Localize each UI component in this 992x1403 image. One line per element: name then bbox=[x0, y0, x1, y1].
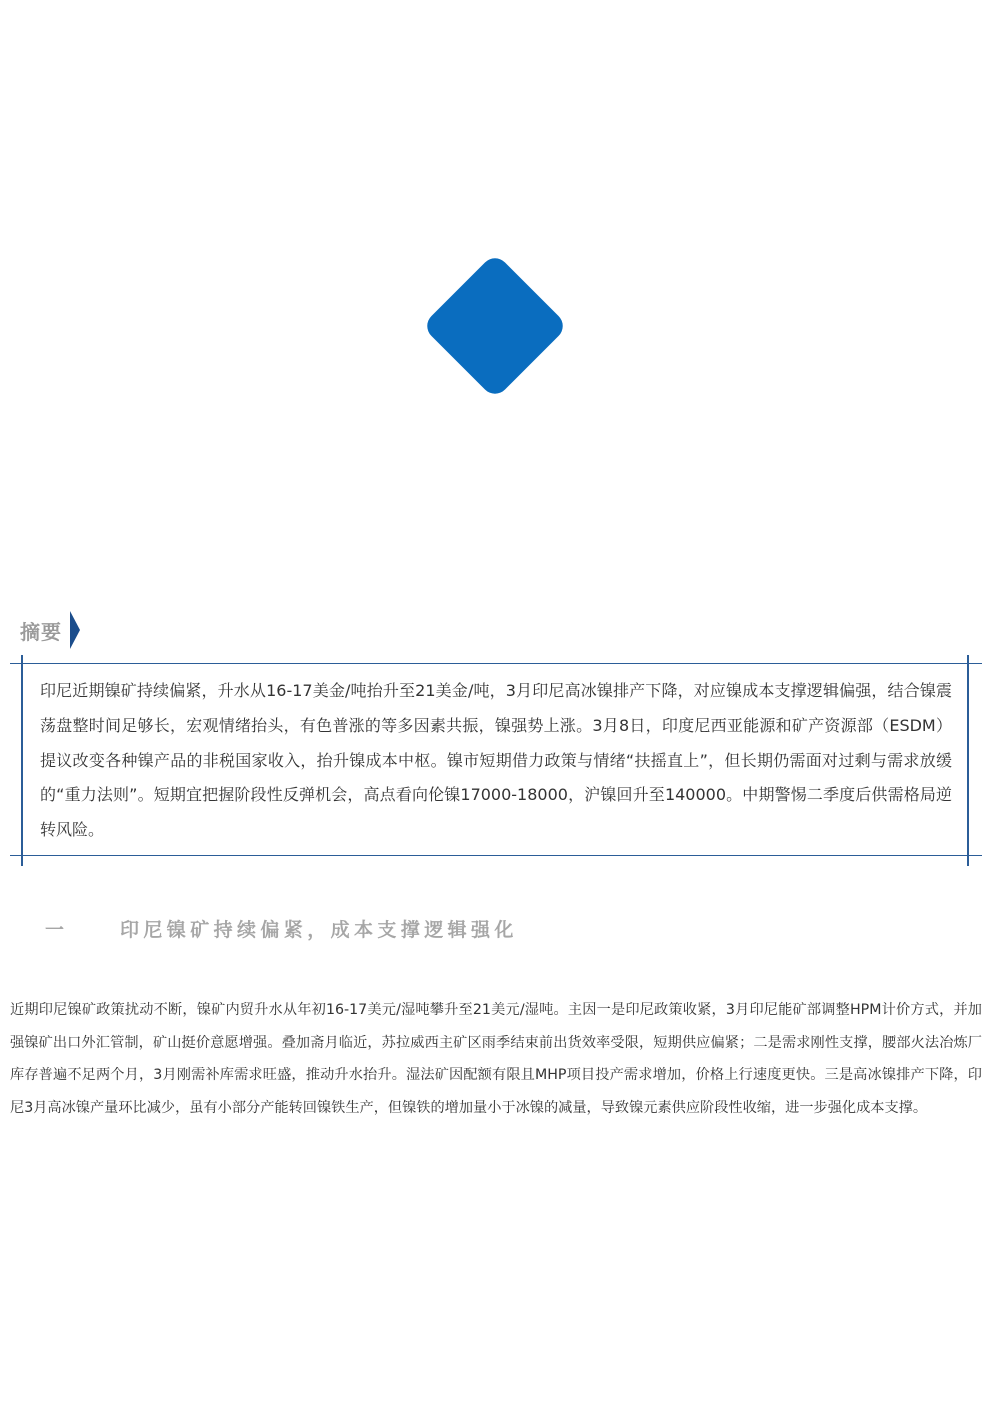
summary-text: 印尼近期镍矿持续偏紧，升水从16-17美金/吨抬升至21美金/吨，3月印尼高冰镍排产下降，对应镍成本支撑逻辑偏强，结合镍震荡盘整时间足够长，宏观情绪抬头，有色普涨的等多因素共振，镍强势上涨。3月8日，印度尼西亚能源和矿产资源部（ESDM）提议改变各种镍产品的非税国家收入，抬升镍成本中枢。镍市短期借力政策与情绪“扶摇直上”，但长期仍需面对过剩与需求放缓的“重力法则”。短期宜把握阶段性反弹机会，高点看向伦镍17000-18000，沪镍回升至140000。中期警惕二季度后供需格局逆转风险。 bbox=[40, 681, 952, 840]
section-number: 一 bbox=[45, 918, 65, 941]
summary-heading bbox=[20, 614, 80, 646]
summary-arrow-icon bbox=[70, 611, 80, 649]
summary-title: 摘要 bbox=[20, 619, 62, 644]
section-title: 印尼镍矿持续偏紧，成本支撑逻辑强化 bbox=[120, 918, 518, 941]
section-heading bbox=[45, 912, 518, 944]
summary-box-right-rule bbox=[967, 655, 969, 866]
section-body-paragraph: 近期印尼镍矿政策扰动不断，镍矿内贸升水从年初16-17美元/湿吨攀升至21美元/湿吨。主因一是印尼政策收紧，3月印尼能矿部调整HPM计价方式，并加强镍矿出口外汇管制，矿山挺价意愿增强。叠加斋月临近，苏拉威西主矿区雨季结束前出货效率受限，短期供应偏紧；二是需求刚性支撑，腰部火法冶炼厂库存普遍不足两个月，3月刚需补库需求旺盛，推动升水抬升。湿法矿因配额有限且MHP项目投产需求增加，价格上行速度更快。三是高冰镍排产下降，印尼3月高冰镍产量环比减少，虽有小部分产能转回镍铁生产，但镍铁的增加量小于冰镍的减量，导致镍元素供应阶段性收缩，进一步强化成本支撑。 bbox=[10, 1002, 982, 1116]
summary-box bbox=[10, 663, 982, 856]
summary-box-left-rule bbox=[21, 655, 23, 866]
brand-logo-diamond bbox=[421, 252, 568, 399]
